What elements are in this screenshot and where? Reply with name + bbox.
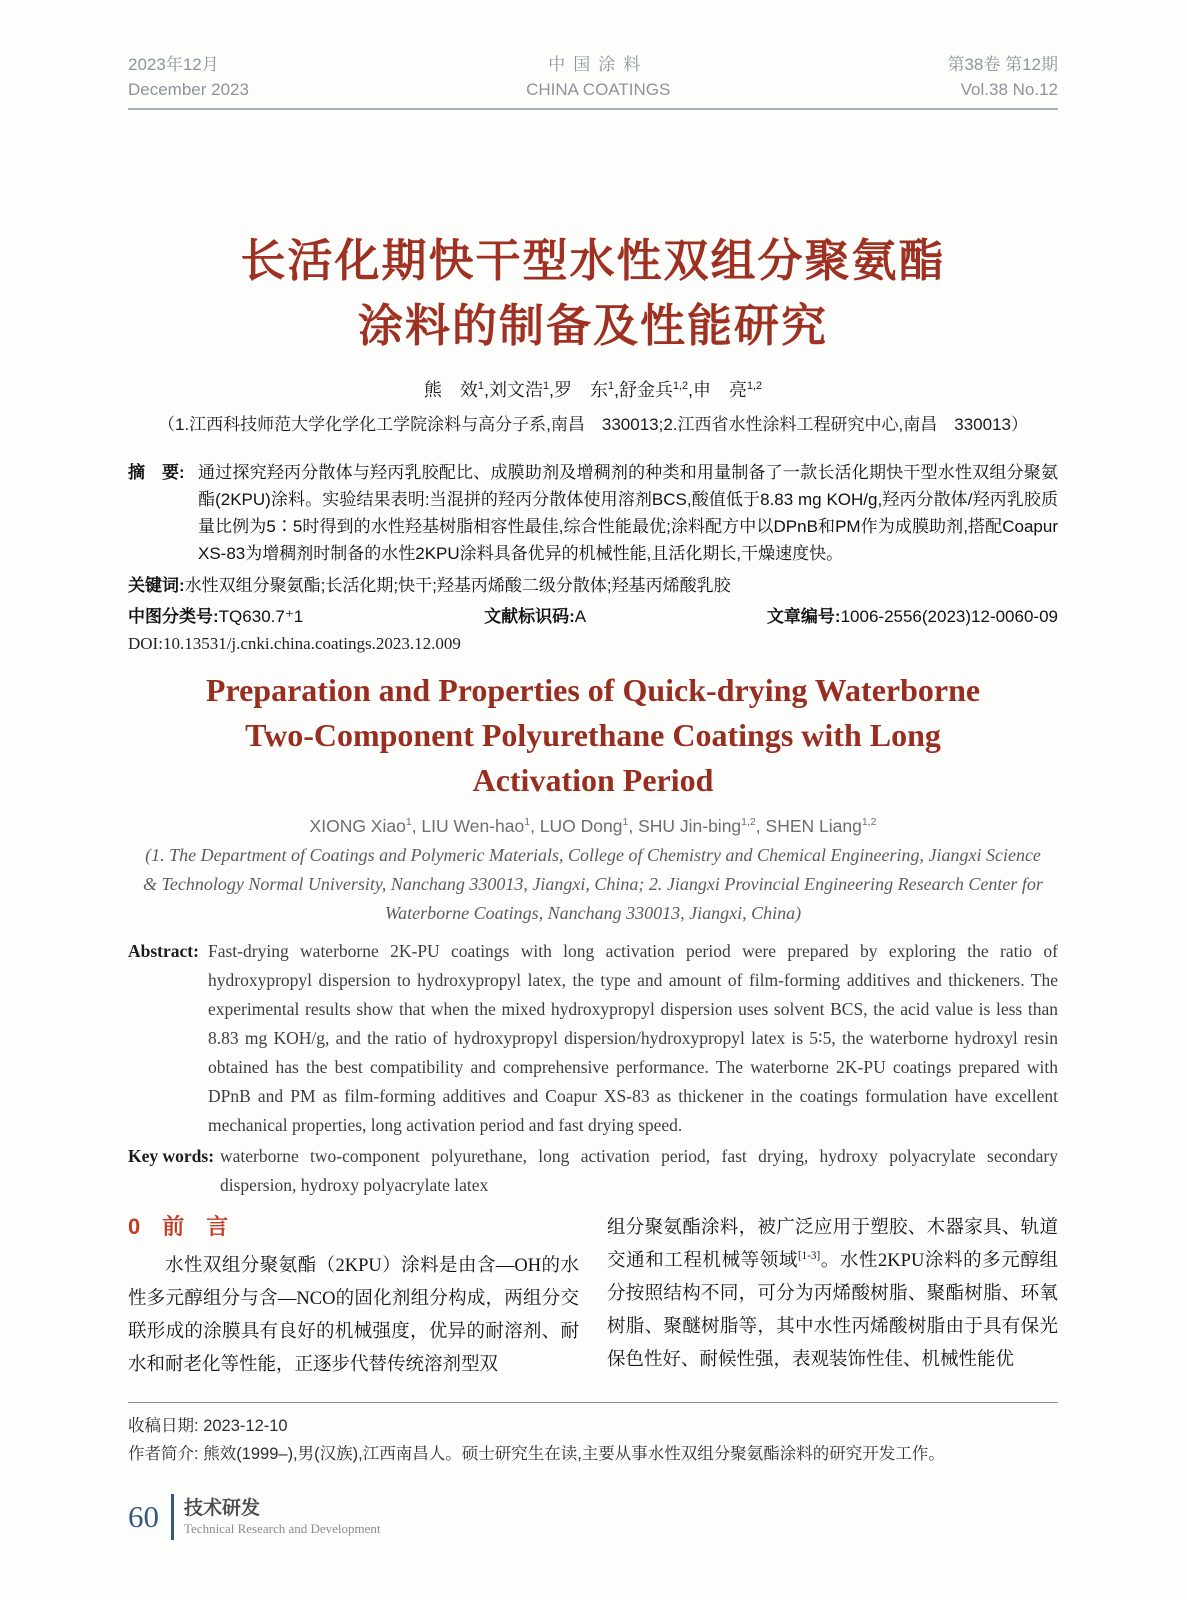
body-paragraph-right: 组分聚氨酯涂料，被广泛应用于塑胶、木器家具、轨道交通和工程机械等领域[1-3]。水性2KPU涂料的多元醇组分按照结构不同，可分为丙烯酸树脂、聚酯树脂、环氧树脂、聚醚树脂等，其中水性丙烯酸树脂由于具有保光保色性好、耐候性强，表观装饰性佳、机械性能优 [607,1218,1058,1370]
volume-cn: 第38卷 第12期 [947,55,1058,74]
paper-title-cn-line1: 长活化期快干型水性双组分聚氨酯 [240,235,946,286]
journal-name-cn: 中国涂料 [548,55,649,74]
body-right-column [607,1212,1058,1382]
issue-date-cn: 2023年12月 [128,55,219,74]
header-issue-date [128,52,249,102]
meta-row [128,605,1058,629]
doc-code-label: 文献标识码: [484,607,575,626]
footnotes [128,1402,1058,1468]
authors-en: XIONG Xiao$^1$, LIU Wen-hao$^1$, LUO Dong$^1$, SHU Jin-bing$^{1,2}$, SHEN Liang$^{1,2}$ [309,816,877,836]
paper-title-cn [128,228,1058,358]
header-rule [128,108,1058,110]
affiliation-cn: （1.江西科技师范大学化学化工学院涂料与高分子系,南昌 330013;2.江西省水性涂料工程研究中心,南昌 330013） [158,415,1028,434]
paper-title-en-line1: Preparation and Properties of Quick-drying Waterborne [205,672,981,708]
abstract-en-text: Fast-drying waterborne 2K-PU coatings with long activation period were prepared by exploring the ratio of hydroxypropyl dispersion to hydroxypropyl latex, the type and amount of film-forming additives and thickeners. The experimental results show that when the mixed hydroxypropyl dispersion uses solvent BCS, the acid value is less than 8.83 mg KOH/g, and the ratio of hydroxypropyl dispersion/hydroxypropyl latex is 5∶5, the waterborne hydroxyl resin obtained has the best compatibility and comprehensive performance. The waterborne 2K-PU coatings prepared with DPnB and PM as film-forming additives and Coapur XS-83 as thickener in the coatings formulation have excellent mechanical properties, long activation period and fast drying speed. [208,941,1058,1135]
paper-title-cn-line2: 涂料的制备及性能研究 [357,300,828,351]
keywords-en-label: Key words: [128,1146,215,1166]
abstract-cn-label: 摘 要: [128,463,185,482]
doi: DOI:10.13531/j.cnki.china.coatings.2023.12.009 [128,634,461,653]
doc-code-value: A [574,607,587,626]
author-bio [128,1440,1058,1468]
abstract-cn-text: 通过探究羟丙分散体与羟丙乳胶配比、成膜助剂及增稠剂的种类和用量制备了一款长活化期快干型水性双组分聚氨酯(2KPU)涂料。实验结果表明:当混拼的羟丙分散体使用溶剂BCS,酸值低于8.83 mg KOH/g,羟丙分散体/羟丙乳胶质量比例为5∶5时得到的水性羟基树脂相容性最佳,综合性能最优;涂料配方中以DPnB和PM作为成膜助剂,搭配Coapur XS-83为增稠剂时制备的水性2KPU涂料具备优异的机械性能,且活化期长,干燥速度快。 [198,463,1058,563]
received-date [128,1412,1058,1440]
affiliation-en: (1. The Department of Coatings and Polymeric Materials, College of Chemistry and Chemical Engineering, Jiangxi Science & Technology Normal University, Nanchang 330013, Jiangxi, China; 2. Jiangxi Provincial Engineering Research Center for Waterborne Coatings, Nanchang 330013, Jiangxi, China) [143,845,1043,923]
page-footer [128,1494,381,1540]
issue-date-en: December 2023 [128,80,249,99]
journal-name-en: CHINA COATINGS [526,80,671,99]
keywords-en [128,1142,1058,1200]
article-id [767,605,1058,629]
body-paragraph-left: 水性双组分聚氨酯（2KPU）涂料是由含—OH的水性多元醇组分与含—NCO的固化剂组分构成，两组分交联形成的涂膜具有良好的机械强度，优异的耐溶剂、耐水和耐老化等性能，正逐步代替传统溶剂型双 [128,1256,579,1375]
footer-column-en: Technical Research and Development [184,1520,381,1536]
keywords-cn-text: 水性双组分聚氨酯;长活化期;快干;羟基丙烯酸二级分散体;羟基丙烯酸乳胶 [184,576,731,595]
author-bio-value: 熊效(1999–),男(汉族),江西南昌人。硕士研究生在读,主要从事水性双组分聚氨酯涂料的研究开发工作。 [203,1445,945,1463]
abstract-en [128,937,1058,1140]
received-date-label: 收稿日期: [128,1417,199,1435]
page-number: 60 [128,1499,159,1534]
keywords-cn-label: 关键词: [128,576,185,595]
authors-cn: 熊 效$^1$,刘文浩$^1$,罗 东$^1$,舒金兵$^{1,2}$,申 亮$^{1,2}$ [423,380,763,400]
clc-value: TQ630.7⁺1 [218,607,304,626]
footer-divider-bar [171,1494,174,1540]
volume-en: Vol.38 No.12 [960,80,1058,99]
abstract-cn [128,459,1058,567]
footer-column-cn: 技术研发 [184,1497,261,1519]
journal-header [128,52,1058,102]
section-0-heading: 0 前 言 [128,1214,229,1239]
paper-title-en-line2: Two-Component Polyurethane Coatings with Long [245,717,941,753]
paper-title-en [128,668,1058,803]
author-bio-label: 作者简介: [128,1445,199,1463]
footer-column-name [184,1498,381,1537]
abstract-en-label: Abstract: [128,941,199,961]
journal-name [526,52,670,102]
body-left-column [128,1212,579,1382]
received-date-value: 2023-12-10 [203,1417,288,1435]
body-columns [128,1212,1058,1382]
document-code [484,605,586,629]
clc-number [128,605,303,629]
article-id-value: 1006-2556(2023)12-0060-09 [840,607,1058,626]
article-id-label: 文章编号: [766,607,841,626]
paper-title-en-line3: Activation Period [472,762,714,798]
keywords-cn [128,572,1058,599]
clc-label: 中图分类号: [128,607,219,626]
header-volume [947,52,1058,102]
keywords-en-text: waterborne two-component polyurethane, long activation period, fast drying, hydroxy polyacrylate secondary dispersion, hydroxy polyacrylate latex [220,1146,1058,1195]
